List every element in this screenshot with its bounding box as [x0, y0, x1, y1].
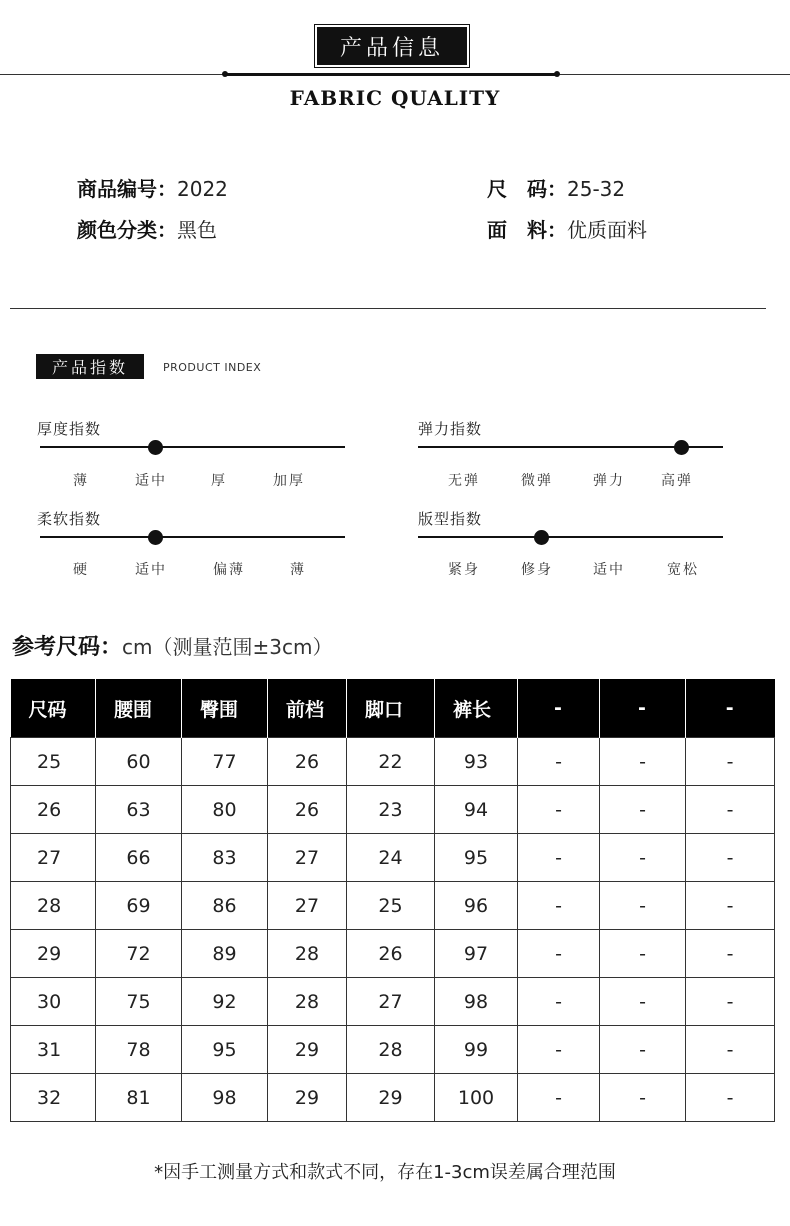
header-rule-bold	[225, 73, 557, 76]
scale-marker	[148, 530, 163, 545]
scale-option: 弹力	[593, 473, 625, 489]
table-header-cell: 腰围	[96, 679, 182, 738]
header-rule-dot-left	[222, 71, 228, 77]
table-cell: 25	[11, 738, 96, 786]
scale-track	[418, 536, 723, 538]
table-cell: 28	[268, 930, 347, 978]
info-value: 优质面料	[567, 218, 647, 242]
info-item-fabric	[487, 214, 647, 243]
scale-option: 薄	[290, 562, 306, 578]
table-cell: 28	[11, 882, 96, 930]
table-cell: 23	[347, 786, 435, 834]
table-cell: 26	[268, 738, 347, 786]
table-header-cell: 臀围	[182, 679, 268, 738]
table-cell: -	[686, 930, 775, 978]
table-cell: -	[600, 738, 686, 786]
table-cell: 77	[182, 738, 268, 786]
table-cell: 25	[347, 882, 435, 930]
table-header-cell: -	[686, 679, 775, 738]
scale-option: 无弹	[448, 473, 480, 489]
footnote: *因手工测量方式和款式不同，存在1-3cm误差属合理范围	[154, 1162, 616, 1183]
info-item-color	[77, 214, 217, 243]
size-chart-title	[12, 630, 332, 661]
table-cell: 63	[96, 786, 182, 834]
table-cell: -	[686, 978, 775, 1026]
scale-option: 宽松	[667, 562, 699, 578]
table-cell: 29	[268, 1074, 347, 1122]
header-rule-dot-right	[554, 71, 560, 77]
table-cell: 29	[11, 930, 96, 978]
table-cell: 100	[435, 1074, 518, 1122]
table-row	[11, 834, 775, 882]
table-cell: 24	[347, 834, 435, 882]
table-cell: 93	[435, 738, 518, 786]
table-cell: 60	[96, 738, 182, 786]
table-cell: -	[600, 1026, 686, 1074]
scale-option: 微弹	[521, 473, 553, 489]
table-cell: 95	[182, 1026, 268, 1074]
scale-option: 高弹	[661, 473, 693, 489]
table-cell: -	[518, 738, 600, 786]
scale-option: 硬	[73, 562, 89, 578]
table-header-cell: 脚口	[347, 679, 435, 738]
table-cell: 26	[268, 786, 347, 834]
table-header-cell: -	[600, 679, 686, 738]
table-cell: 95	[435, 834, 518, 882]
section-subtitle: FABRIC QUALITY	[289, 86, 501, 110]
table-cell: -	[518, 930, 600, 978]
size-table	[10, 679, 775, 1122]
table-header-cell: 前档	[268, 679, 347, 738]
scale-option: 适中	[135, 562, 167, 578]
scale-option: 加厚	[273, 473, 305, 489]
table-header-cell: 尺码	[11, 679, 96, 738]
table-cell: 92	[182, 978, 268, 1026]
table-cell: -	[600, 978, 686, 1026]
table-cell: -	[600, 834, 686, 882]
table-cell: 98	[182, 1074, 268, 1122]
scale-option: 薄	[73, 473, 89, 489]
table-row	[11, 738, 775, 786]
table-cell: -	[518, 1074, 600, 1122]
table-cell: 94	[435, 786, 518, 834]
table-cell: 99	[435, 1026, 518, 1074]
table-row	[11, 1026, 775, 1074]
table-cell: 86	[182, 882, 268, 930]
table-cell: -	[686, 738, 775, 786]
table-cell: 69	[96, 882, 182, 930]
info-label: 颜色分类：	[77, 218, 177, 242]
scale-track	[40, 536, 345, 538]
scale-title: 柔软指数	[37, 510, 102, 528]
table-row	[11, 930, 775, 978]
size-chart-title-bold: 参考尺码：	[12, 635, 123, 660]
table-cell: 28	[268, 978, 347, 1026]
info-item-number	[77, 173, 228, 202]
table-cell: 75	[96, 978, 182, 1026]
table-cell: -	[686, 834, 775, 882]
info-item-size	[487, 173, 625, 202]
scale-option: 适中	[135, 473, 167, 489]
table-cell: 97	[435, 930, 518, 978]
table-cell: 27	[268, 834, 347, 882]
table-cell: 98	[435, 978, 518, 1026]
scale-option: 适中	[593, 562, 625, 578]
info-value: 25-32	[567, 177, 626, 201]
table-cell: 78	[96, 1026, 182, 1074]
table-cell: 26	[347, 930, 435, 978]
table-row	[11, 978, 775, 1026]
table-cell: 26	[11, 786, 96, 834]
table-cell: 27	[11, 834, 96, 882]
section-divider	[10, 308, 766, 309]
section-title-product-info: 产品信息	[317, 27, 467, 65]
table-cell: -	[518, 882, 600, 930]
info-label: 商品编号：	[77, 177, 177, 201]
table-cell: 83	[182, 834, 268, 882]
scale-title: 版型指数	[418, 510, 483, 528]
table-cell: 89	[182, 930, 268, 978]
table-cell: -	[518, 786, 600, 834]
table-cell: -	[686, 786, 775, 834]
section-title-product-index: 产品指数	[36, 354, 144, 379]
scale-track	[40, 446, 345, 448]
table-cell: 80	[182, 786, 268, 834]
size-chart-title-unit: cm（测量范围±3cm）	[122, 635, 333, 659]
scale-option: 紧身	[448, 562, 480, 578]
scale-title: 厚度指数	[37, 420, 102, 438]
table-header-cell: 裤长	[435, 679, 518, 738]
table-cell: 66	[96, 834, 182, 882]
table-cell: 27	[347, 978, 435, 1026]
table-cell: 29	[268, 1026, 347, 1074]
table-cell: -	[686, 1026, 775, 1074]
table-cell: 30	[11, 978, 96, 1026]
table-cell: 96	[435, 882, 518, 930]
table-cell: -	[686, 882, 775, 930]
table-cell: 31	[11, 1026, 96, 1074]
table-cell: -	[600, 786, 686, 834]
info-value: 2022	[177, 177, 228, 201]
table-row	[11, 786, 775, 834]
table-cell: -	[600, 1074, 686, 1122]
table-cell: 72	[96, 930, 182, 978]
table-cell: -	[518, 834, 600, 882]
scale-marker	[534, 530, 549, 545]
table-cell: 27	[268, 882, 347, 930]
table-header-row	[11, 679, 775, 738]
table-cell: -	[600, 882, 686, 930]
scale-option: 偏薄	[213, 562, 245, 578]
scale-title: 弹力指数	[418, 420, 483, 438]
table-header-cell: -	[518, 679, 600, 738]
info-label: 面 料：	[487, 218, 567, 242]
info-value: 黑色	[177, 218, 217, 242]
scale-marker	[148, 440, 163, 455]
table-cell: -	[686, 1074, 775, 1122]
table-cell: 29	[347, 1074, 435, 1122]
scale-option: 修身	[521, 562, 553, 578]
table-cell: -	[518, 1026, 600, 1074]
table-cell: -	[518, 978, 600, 1026]
scale-marker	[674, 440, 689, 455]
table-cell: 81	[96, 1074, 182, 1122]
table-cell: 28	[347, 1026, 435, 1074]
table-cell: 32	[11, 1074, 96, 1122]
section-subtitle-product-index: PRODUCT INDEX	[163, 361, 262, 374]
table-cell: -	[600, 930, 686, 978]
table-row	[11, 1074, 775, 1122]
scale-option: 厚	[211, 473, 227, 489]
table-cell: 22	[347, 738, 435, 786]
table-row	[11, 882, 775, 930]
info-label: 尺 码：	[487, 177, 567, 201]
